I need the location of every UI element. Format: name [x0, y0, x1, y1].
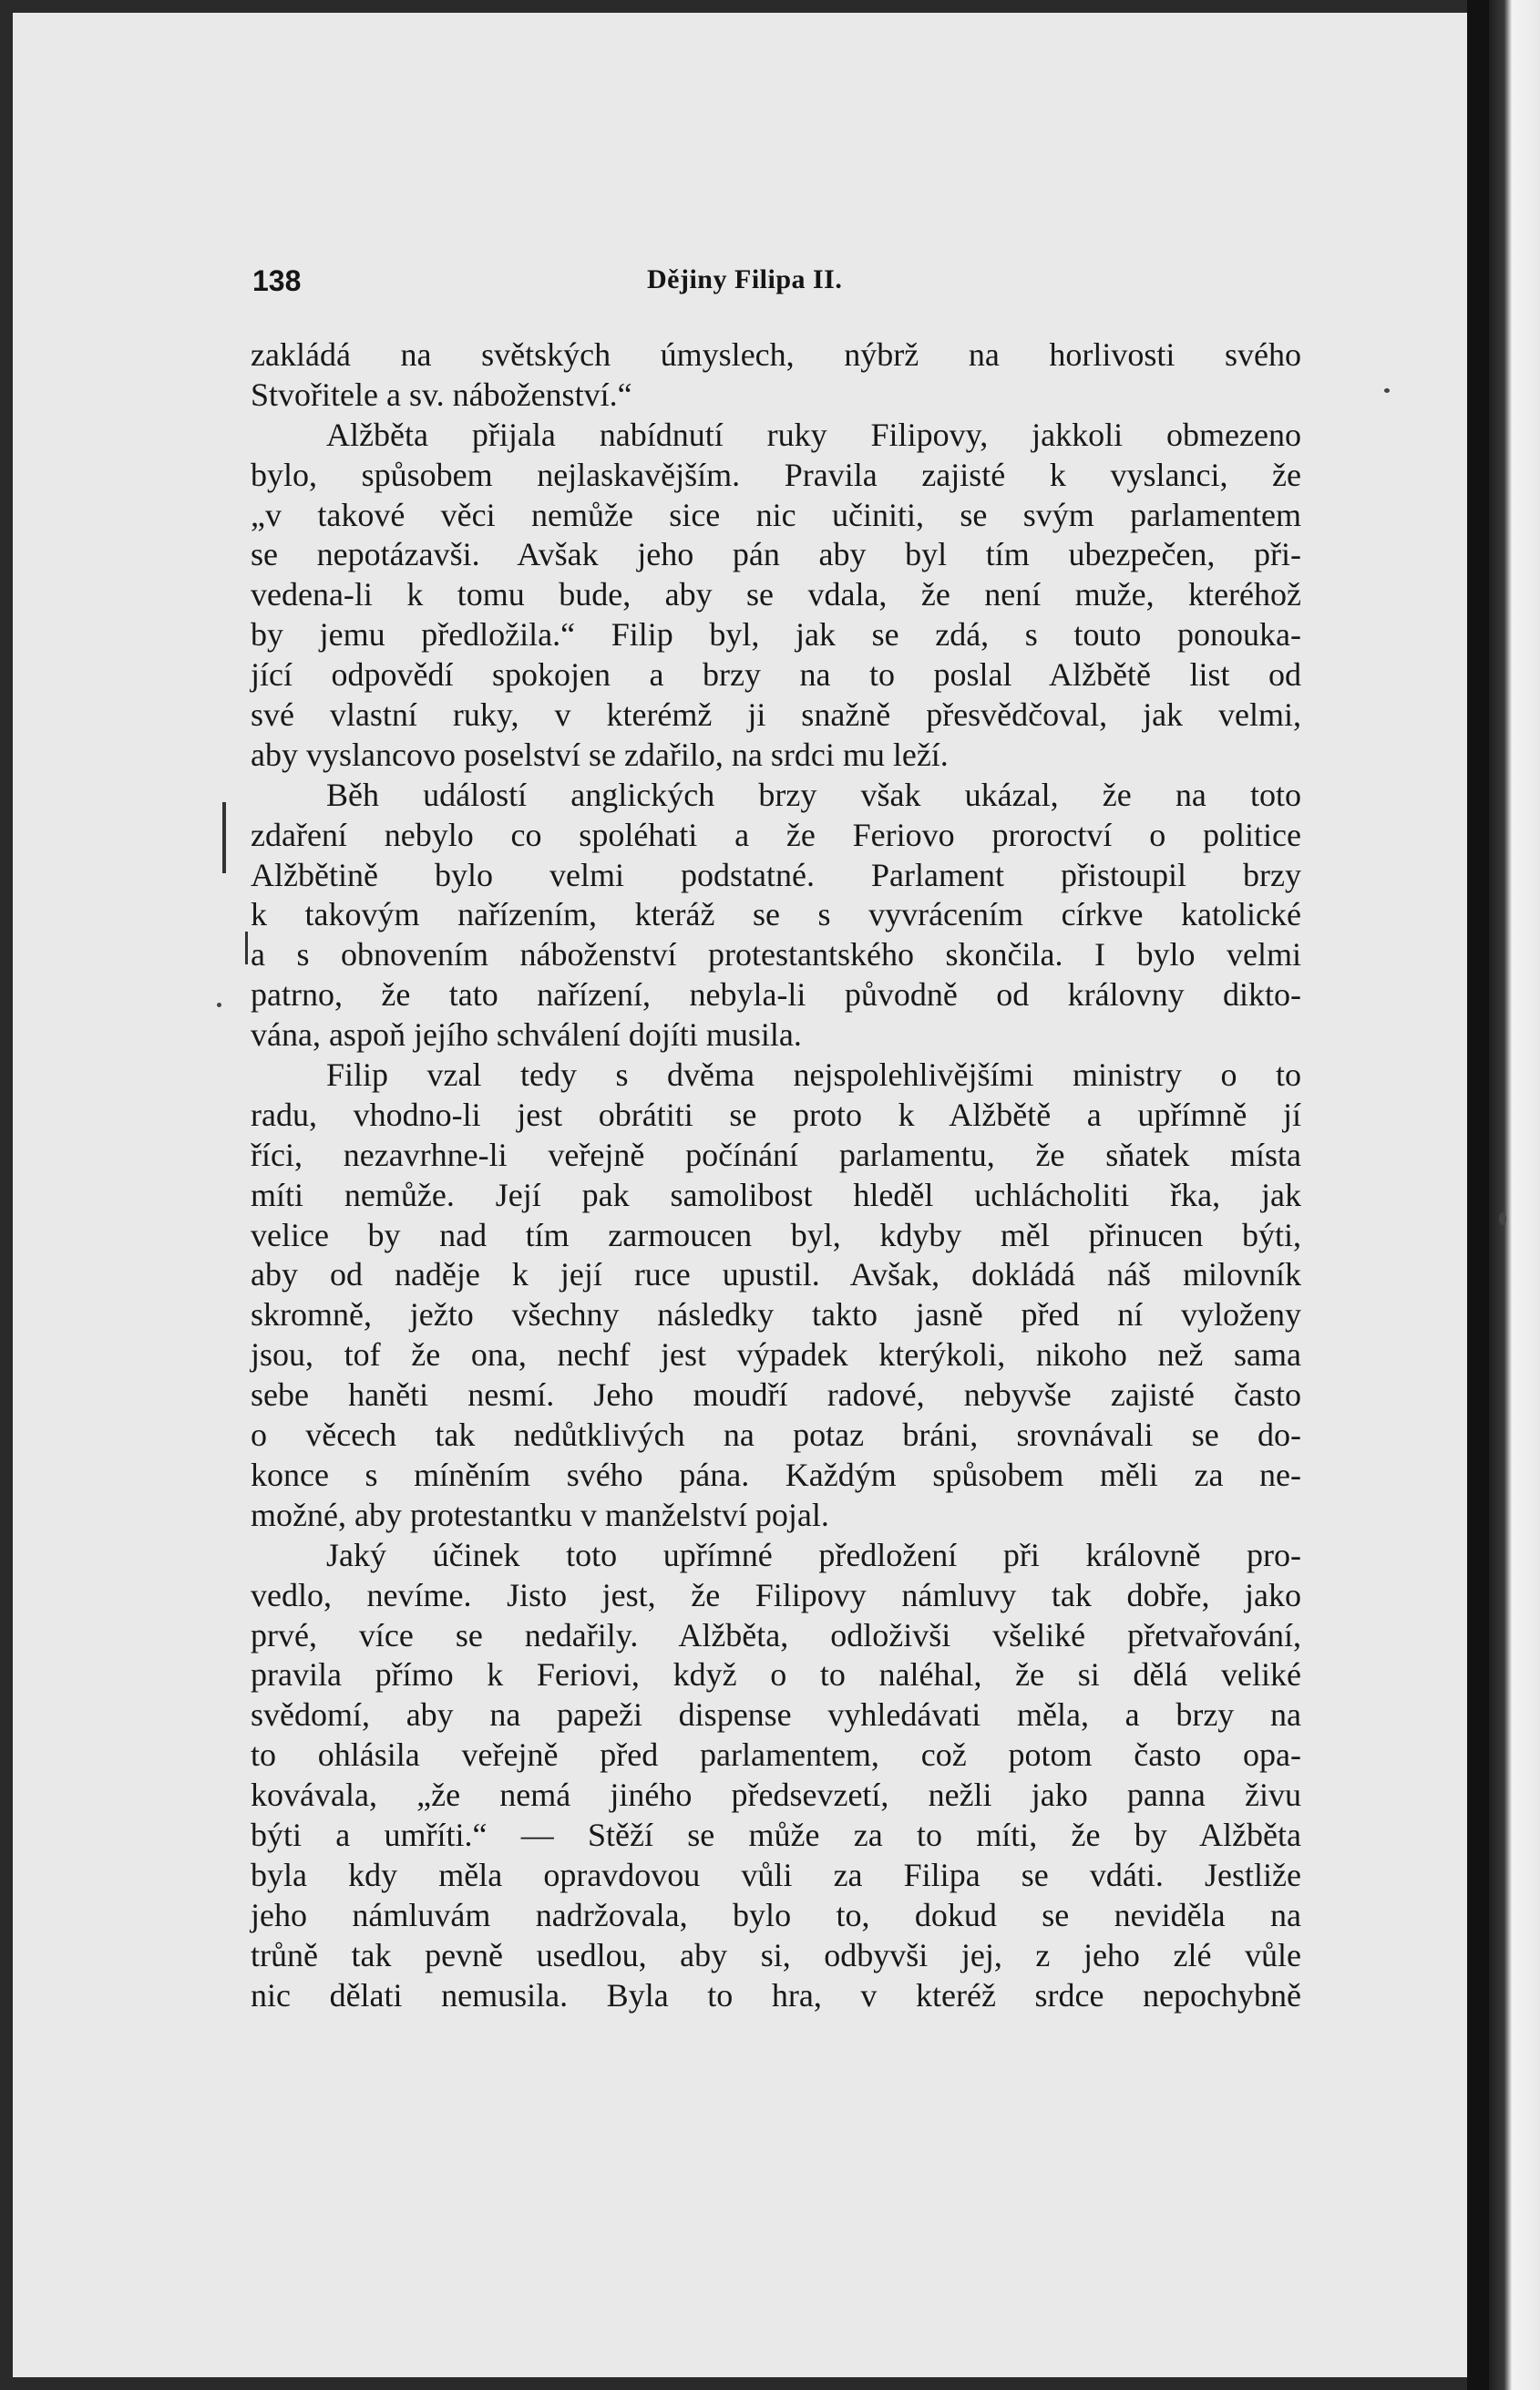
- text-line: kovávala, „že nemá jiného předsevzetí, nežli jako panna živu: [251, 1777, 1301, 1814]
- text-line: říci, nezavrhne-li veřejně počínání parlamentu, že sňatek místa: [251, 1136, 1301, 1173]
- text-line: to ohlásila veřejně před parlamentem, což potom často opa-: [251, 1736, 1301, 1774]
- text-line: vána, aspoň jejího schválení dojíti musila.: [251, 1016, 802, 1054]
- text-line: radu, vhodno-li jest obrátiti se proto k Alžbětě a upřímně jí: [251, 1096, 1301, 1133]
- text-line: bylo, spůsobem nejlaskavějším. Pravila zajisté k vyslanci, že: [251, 456, 1301, 493]
- scan-speck: [217, 1003, 221, 1007]
- text-line: míti nemůže. Její pak samolibost hleděl uchlácholiti řka, jak: [251, 1176, 1301, 1213]
- text-line: své vlastní ruky, v kterémž ji snažně přesvědčoval, jak velmi,: [251, 696, 1301, 734]
- text-line: Stvořitele a sv. náboženství.“: [251, 376, 632, 413]
- text-line: aby vyslancovo poselství se zdařilo, na srdci mu leží.: [251, 736, 949, 773]
- text-line: velice by nad tím zarmoucen byl, kdyby měl přinucen býti,: [251, 1216, 1301, 1253]
- text-line: býti a umříti.“ — Stěží se může za to míti, že by Alžběta: [251, 1816, 1301, 1853]
- scan-speck: [1499, 1212, 1506, 1225]
- text-line: jeho námluvám nadržovala, bylo to, dokud se neviděla na: [251, 1896, 1301, 1933]
- text-line: možné, aby protestantku v manželství pojal.: [251, 1496, 829, 1533]
- scan-speck: [1384, 388, 1390, 393]
- text-line: byla kdy měla opravdovou vůli za Filipa se vdáti. Jestliže: [251, 1856, 1301, 1893]
- text-line: Alžběta přijala nabídnutí ruky Filipovy, jakkoli obmezeno: [326, 416, 1301, 453]
- text-line: vedena-li k tomu bude, aby se vdala, že není muže, kteréhož: [251, 576, 1301, 613]
- text-line: prvé, více se nedařily. Alžběta, odloživši všeliké přetvařování,: [251, 1616, 1301, 1653]
- page-edge: [1489, 0, 1540, 2390]
- running-title: Dějiny Filipa II.: [647, 264, 843, 294]
- text-line: Filip vzal tedy s dvěma nejspolehlivějšími ministry o to: [326, 1056, 1301, 1094]
- text-line: Alžbětině bylo velmi podstatné. Parlament přistoupil brzy: [251, 856, 1301, 893]
- text-line: by jemu předložila.“ Filip byl, jak se zdá, s touto ponouka-: [251, 616, 1301, 654]
- text-line: svědomí, aby na papeži dispense vyhledávati měla, a brzy na: [251, 1696, 1301, 1734]
- text-line: „v takové věci nemůže sice nic učiniti, se svým parlamentem: [251, 496, 1301, 533]
- book-spine-shadow: [1467, 0, 1491, 2390]
- page-number: 138: [252, 264, 302, 297]
- text-line: k takovým nařízením, kteráž se s vyvrácením církve katolické: [251, 896, 1301, 933]
- text-line: Běh událostí anglických brzy však ukázal, že na toto: [326, 776, 1301, 813]
- text-line: jící odpovědí spokojen a brzy na to poslal Alžbětě list od: [251, 656, 1301, 694]
- text-line: vedlo, nevíme. Jisto jest, že Filipovy námluvy tak dobře, jako: [251, 1576, 1301, 1613]
- body-text: [251, 335, 1301, 2015]
- text-line: o věcech tak nedůtklivých na potaz bráni, srovnávali se do-: [251, 1416, 1301, 1454]
- text-line: se nepotázavši. Avšak jeho pán aby byl tím ubezpečen, při-: [251, 536, 1301, 573]
- text-line: pravila přímo k Feriovi, když o to naléhal, že si dělá veliké: [251, 1656, 1301, 1694]
- text-line: zdaření nebylo co spoléhati a že Feriovo proroctví o politice: [251, 816, 1301, 853]
- text-line: nic dělati nemusila. Byla to hra, v kteréž srdce nepochybně: [251, 1976, 1301, 2014]
- text-line: a s obnovením náboženství protestantského skončila. I bylo velmi: [251, 936, 1301, 974]
- text-line: aby od naděje k její ruce upustil. Avšak, dokládá náš milovník: [251, 1256, 1301, 1293]
- margin-mark: [222, 802, 226, 873]
- text-line: patrno, že tato nařízení, nebyla-li původně od královny dikto-: [251, 976, 1301, 1014]
- running-head: [252, 264, 1299, 301]
- text-line: skromně, ježto všechny následky takto jasně před ní vyloženy: [251, 1296, 1301, 1334]
- text-line: sebe haněti nesmí. Jeho moudří radové, nebyvše zajisté často: [251, 1376, 1301, 1414]
- margin-mark: [245, 932, 248, 964]
- text-line: trůně tak pevně usedlou, aby si, odbyvši jej, z jeho zlé vůle: [251, 1936, 1301, 1973]
- text-line: zakládá na světských úmyslech, nýbrž na horlivosti svého: [251, 336, 1301, 373]
- text-line: jsou, tof že ona, nechf jest výpadek kterýkoli, nikoho než sama: [251, 1336, 1301, 1374]
- text-line: Jaký účinek toto upřímné předložení při královně pro-: [326, 1536, 1301, 1573]
- text-line: konce s míněním svého pána. Každým spůsobem měli za ne-: [251, 1456, 1301, 1493]
